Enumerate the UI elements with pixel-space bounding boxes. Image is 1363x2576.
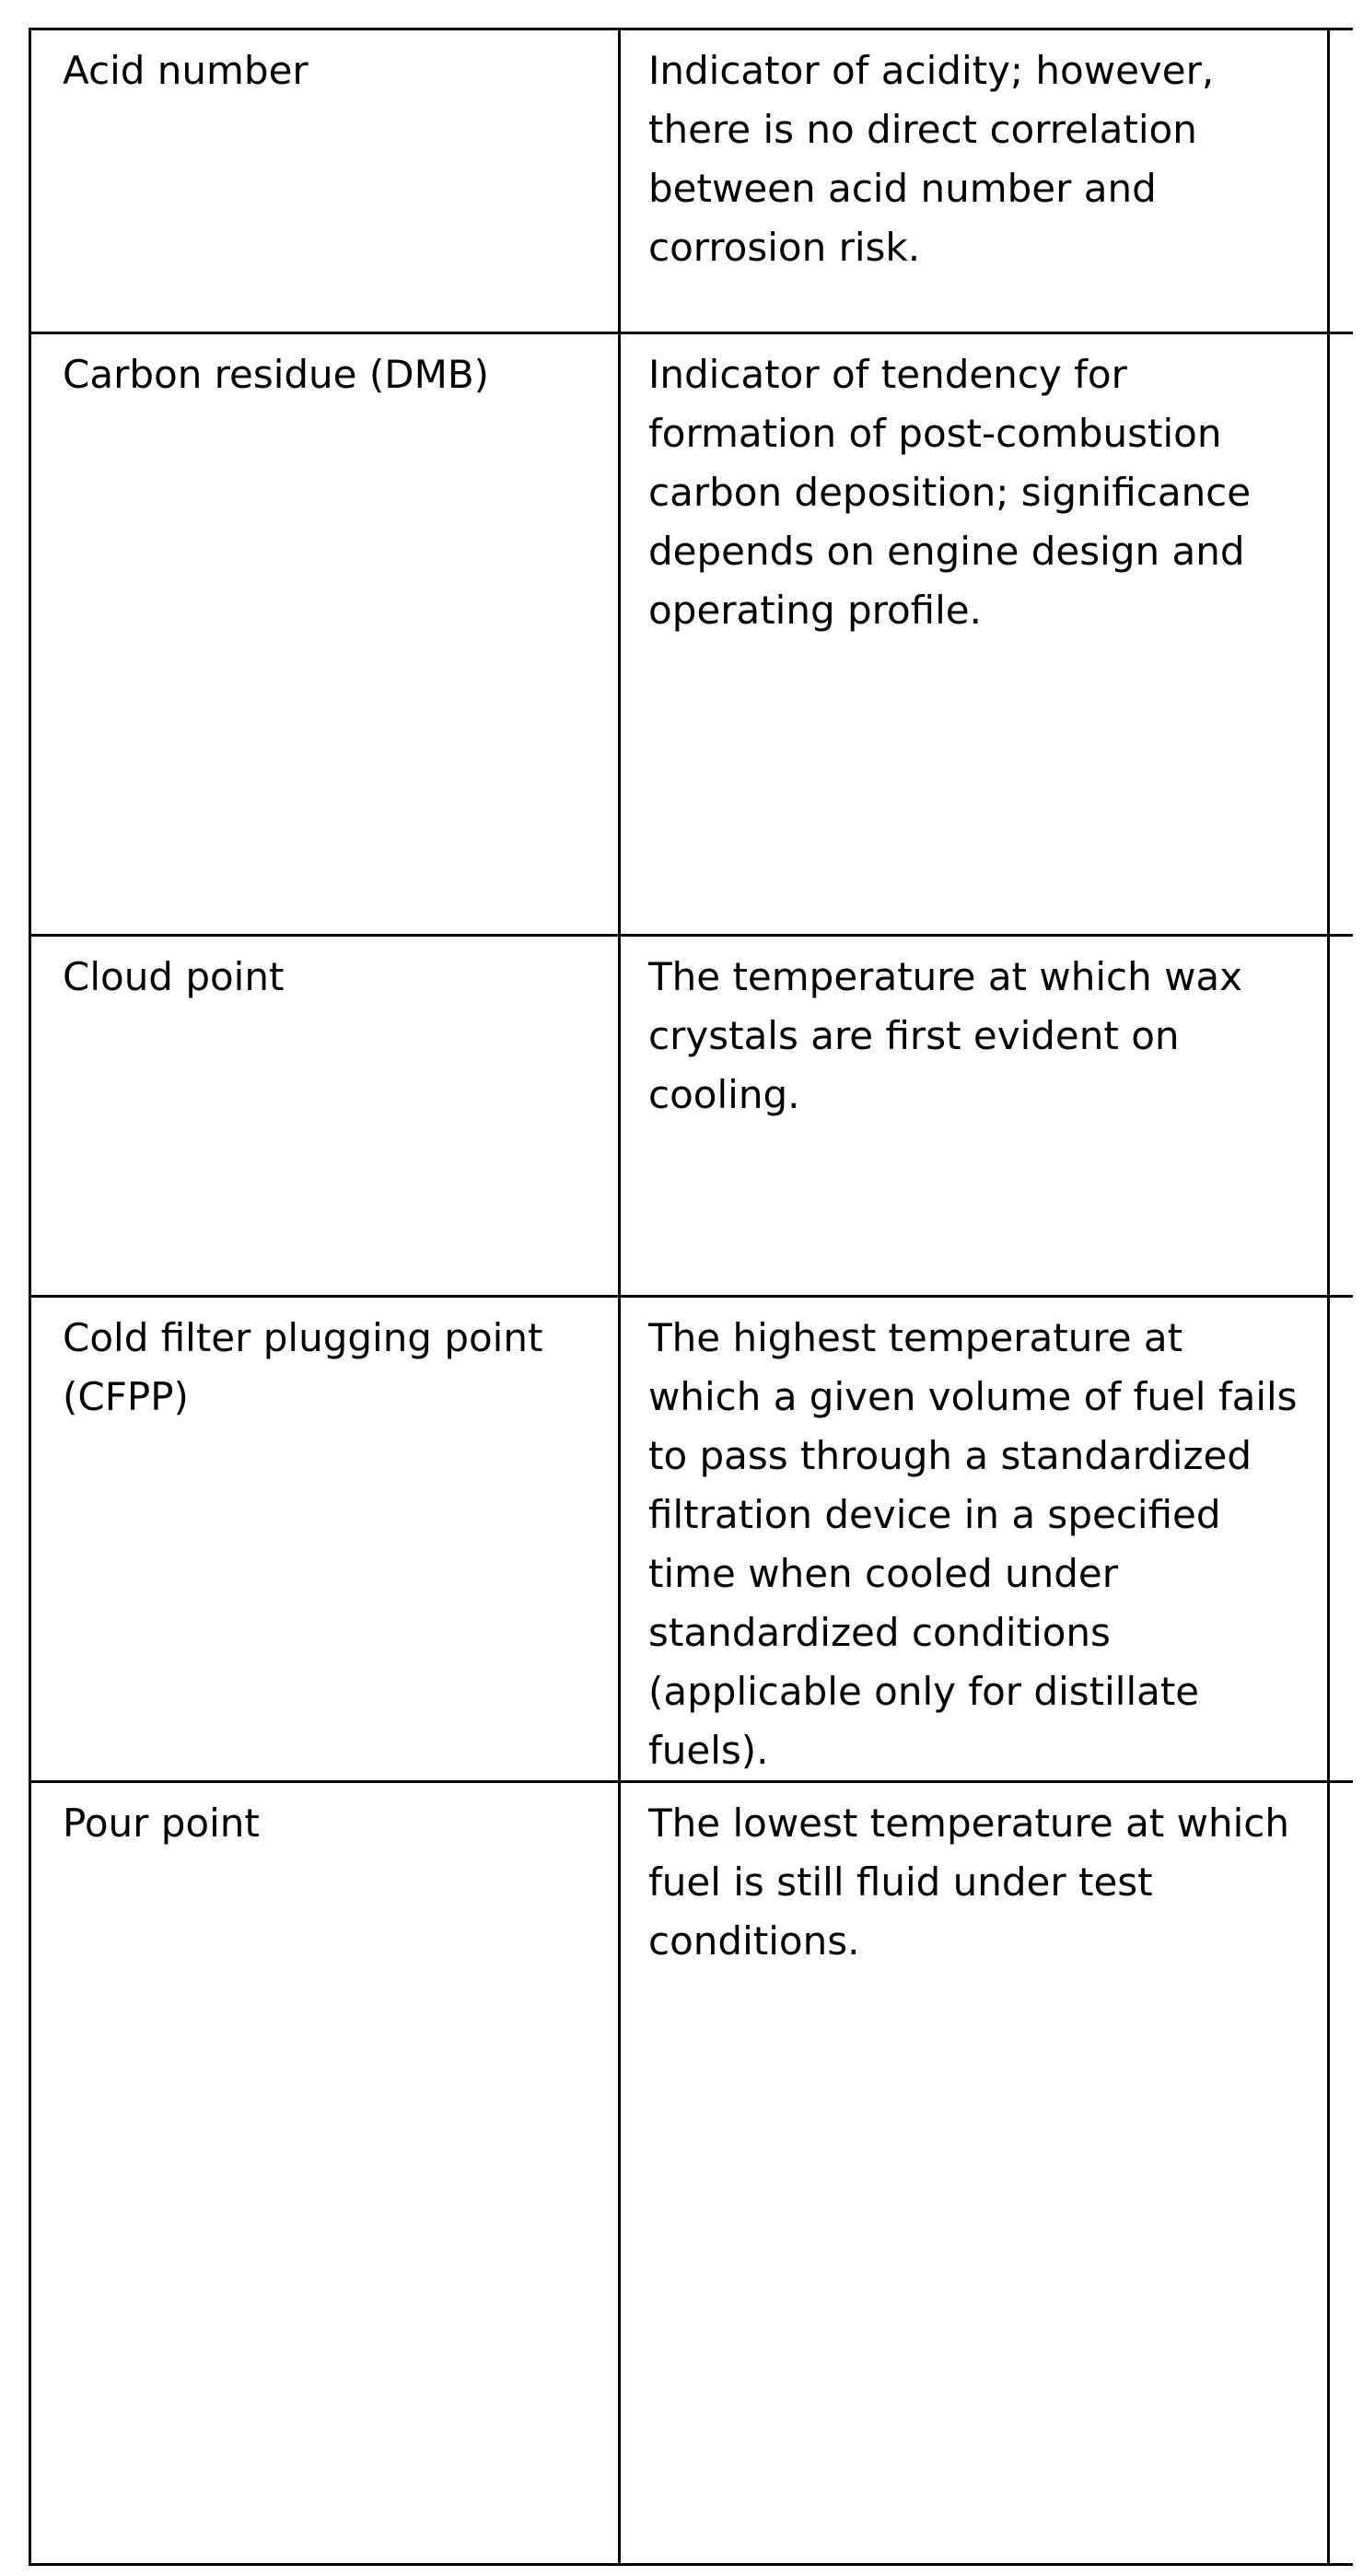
empty-cell bbox=[1329, 29, 1353, 333]
empty-cell bbox=[1329, 333, 1353, 936]
table-row bbox=[30, 936, 1353, 1297]
description-cell: Indicator of acidity; however, there is no direct correlation between acid number and corrosion risk. bbox=[620, 29, 1329, 333]
description-cell: Indicator of tendency for formation of post-combustion carbon deposition; significance depends on engine design and operating profile. bbox=[620, 333, 1329, 936]
term-cell: Cloud point bbox=[30, 936, 620, 1297]
fuel-properties-table bbox=[29, 28, 1353, 2566]
description-cell: The temperature at which wax crystals are first evident on cooling. bbox=[620, 936, 1329, 1297]
term-cell: Cold filter plugging point (CFPP) bbox=[30, 1297, 620, 1782]
term-cell: Acid number bbox=[30, 29, 620, 333]
term-cell: Pour point bbox=[30, 1782, 620, 2565]
description-cell: The lowest temperature at which fuel is still fluid under test conditions. bbox=[620, 1782, 1329, 2565]
table-row bbox=[30, 29, 1353, 333]
description-cell: The highest temperature at which a given volume of fuel fails to pass through a standardized filtration device in a specified time when cooled under standardized conditions (applicable only for distillate fuels). bbox=[620, 1297, 1329, 1782]
table-row bbox=[30, 333, 1353, 936]
empty-cell bbox=[1329, 1782, 1353, 2565]
term-cell: Carbon residue (DMB) bbox=[30, 333, 620, 936]
table-row bbox=[30, 1782, 1353, 2565]
empty-cell bbox=[1329, 1297, 1353, 1782]
table-row bbox=[30, 1297, 1353, 1782]
empty-cell bbox=[1329, 936, 1353, 1297]
